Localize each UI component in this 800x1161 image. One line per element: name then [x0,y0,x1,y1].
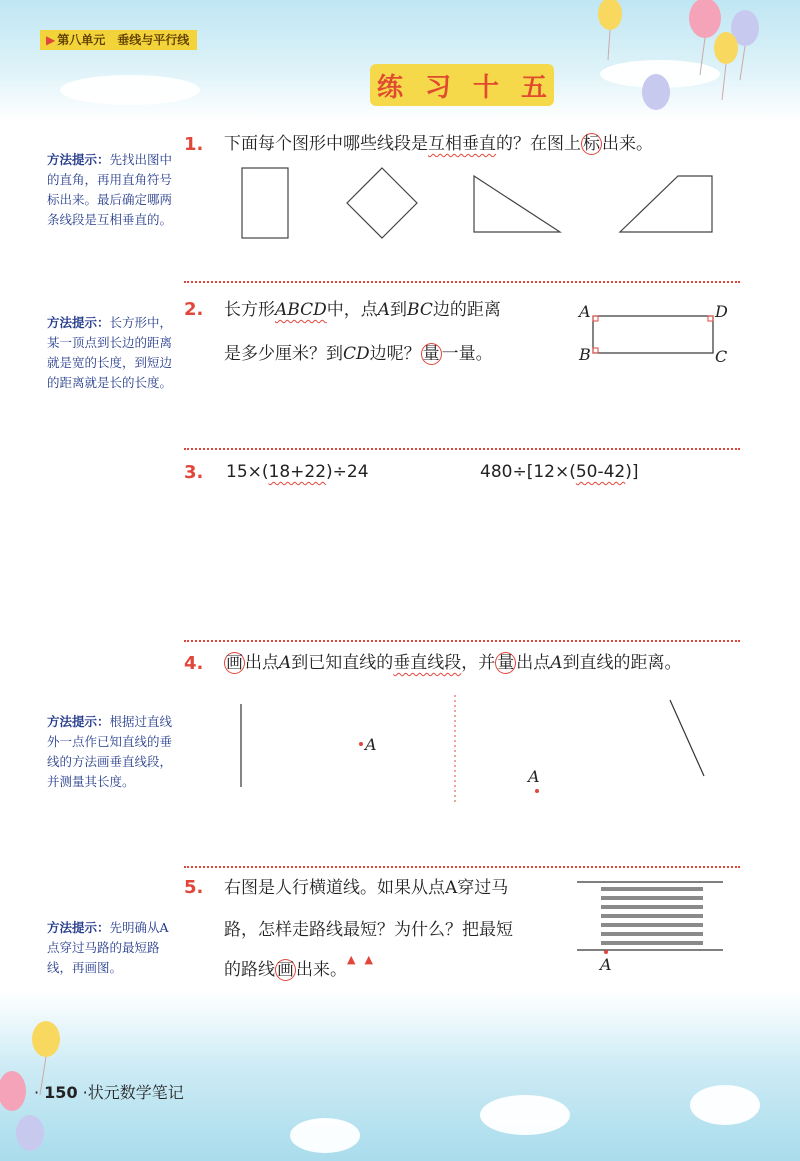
vertex-label-a: A [579,302,591,321]
right-triangle-figure [474,176,560,232]
unit-label: ▶ 第八单元 垂线与平行线 [40,30,197,50]
footer-sky-background [0,991,800,1161]
q2-rectangle-figure [575,296,740,370]
hint-q4: 方法提示：根据过直线外一点作已知直线的垂线的方法画垂直线段，并测量其长度。 [47,714,173,789]
point-label: A [365,735,377,754]
emphasis-dots: 最短 ▲▲ [343,920,382,966]
q4-figures [230,690,730,810]
hint-q1: 方法提示：先找出图中的直角，再用直角符号标出来。最后确定哪两条线段是互相垂直的。 [47,152,173,227]
section-divider [184,640,740,642]
rectangle-abcd [593,316,713,353]
question-text-q5-line2: 路，怎样走路线最短 ▲▲ ？为什么？把最短 [224,920,513,966]
right-angle-mark [593,316,598,321]
balloon-icon [16,1115,44,1151]
cloud-decoration [480,1095,570,1135]
balloons-decoration [590,0,800,120]
question-text-q5-line3: 的路线 画 出来。 [224,960,347,980]
point-a [535,789,539,793]
crosswalk-stripe [601,905,703,909]
question-text-q2-line1: 长方形ABCD中，点A到BC边的距离 [224,300,501,320]
triangle-icon: ▶ [46,33,56,47]
crosswalk-stripe [601,914,703,918]
cloud-decoration [290,1118,360,1153]
balloon-icon [32,1021,60,1057]
hint-q2: 方法提示：长方形中，某一顶点到长边的距离就是宽的长度，到短边的距离就是长的长度。 [47,315,173,390]
point-label: A [600,955,612,974]
question-number: 4. [184,653,204,674]
page-number: 150 [44,1083,78,1102]
question-number: 5. [184,877,204,898]
balloon-icon [0,1071,26,1111]
balloon-icon [598,0,622,30]
question-text-q4: 画 出点A到已知直线的垂直线段，并 量 出点A到直线的距离。 [226,653,682,673]
question-number: 2. [184,299,204,320]
page-title: 练习十五 [370,64,554,106]
balloon-icon [689,0,721,38]
book-title: ·状元数学笔记 [82,1083,184,1102]
section-divider [184,448,740,450]
right-angle-mark [593,348,598,353]
question-text-q5-line1: 右图是人行横道线。如果从点A穿过马 [224,878,509,898]
q1-figures [230,160,730,250]
vertex-label-c: C [715,347,728,366]
vertex-label-b: B [579,345,591,364]
question-number: 1. [184,134,204,155]
hint-q5: 方法提示：先明确从A点穿过马路的最短路线，再画图。 [47,920,169,975]
crosswalk-stripe [601,887,703,891]
balloon-icon [642,74,670,110]
crosswalk-stripe [601,896,703,900]
crosswalk-stripe [601,923,703,927]
point-label: A [528,767,540,786]
point-a [359,742,363,746]
vertex-label-d: D [715,302,728,321]
rectangle-figure [242,168,288,238]
crosswalk-figure [575,872,730,974]
trapezoid-figure [620,176,712,232]
question-number: 3. [184,462,204,483]
page-footer: · 150 ·状元数学笔记 [34,1083,184,1102]
cloud-decoration [690,1085,760,1125]
right-angle-mark [708,316,713,321]
expression-1: 15×(18+22)÷24 [226,462,369,482]
point-a [604,950,608,954]
given-line [670,700,704,776]
section-divider [184,281,740,283]
question-text-q1: 下面每个图形中哪些线段是互相垂直的？在图上 标 出来。 [224,134,653,154]
crosswalk-stripe [601,941,703,945]
crosswalk-stripe [601,932,703,936]
expression-2: 480÷[12×(50-42)] [480,462,639,482]
cloud-decoration [60,75,200,105]
question-text-q2-line2: 是多少厘米？到CD边呢？ 量 一量。 [224,344,493,364]
square-figure [347,168,417,238]
balloon-icon [714,32,738,64]
